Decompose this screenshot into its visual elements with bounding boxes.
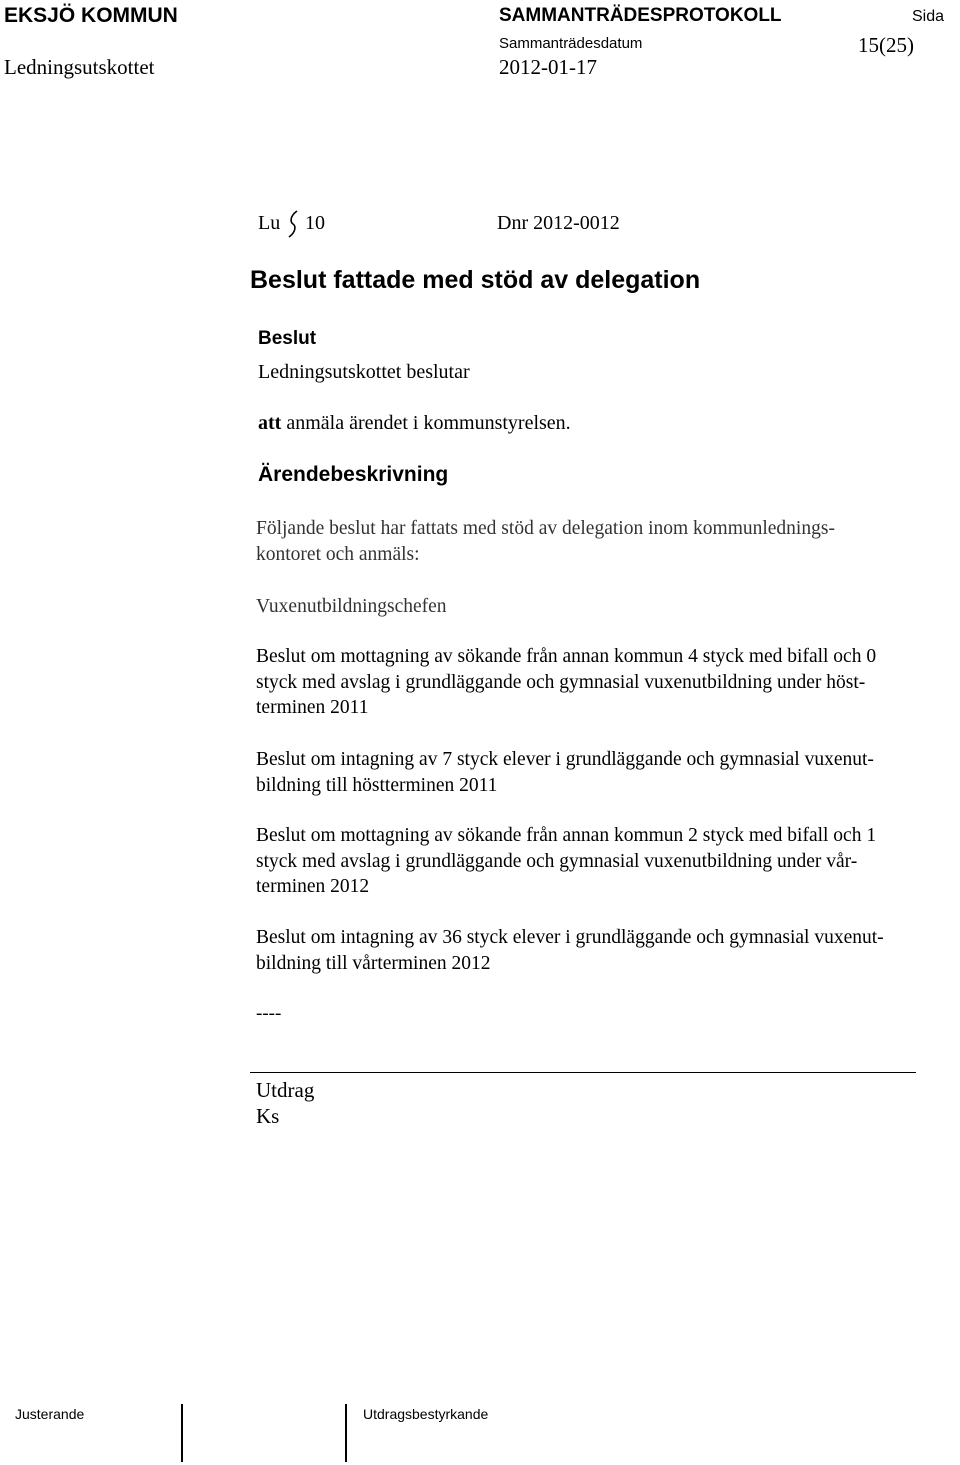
section-code: Lu: [258, 212, 281, 234]
decision-heading: Beslut: [258, 328, 317, 349]
footer-divider: [345, 1404, 347, 1462]
decision-item-line: Beslut om intagning av 36 styck elever i grundläggande och gymnasial vuxenut-: [256, 927, 884, 948]
decision-text: [258, 412, 571, 435]
decision-item-line: Beslut om mottagning av sökande från annan kommun 4 styck med bifall och 0: [256, 646, 877, 667]
decision-item: [256, 747, 956, 798]
meeting-date-label: Sammanträdesdatum: [499, 35, 643, 52]
decision-item-line: Beslut om mottagning av sökande från annan kommun 2 styck med bifall och 1: [256, 825, 877, 846]
page-number: 15(25): [858, 33, 914, 57]
footer-divider: [181, 1404, 183, 1462]
page-label: Sida: [912, 8, 945, 25]
decision-maker-role-text: Vuxenutbildningschefen: [256, 596, 447, 617]
section-number: 10: [305, 212, 325, 234]
meeting-date: 2012-01-17: [499, 55, 597, 79]
decision-item-line: terminen 2011: [256, 697, 369, 718]
description-intro: [256, 516, 956, 567]
document-type: SAMMANTRÄDESPROTOKOLL: [499, 5, 782, 26]
decision-maker-role: [256, 594, 956, 620]
description-intro-line: kontoret och anmäls:: [256, 543, 420, 565]
end-marker: ----: [256, 1003, 282, 1024]
extract-label: Utdrag: [256, 1078, 315, 1102]
decision-intro: Ledningsutskottet beslutar: [258, 361, 470, 383]
page-title: Beslut fattade med stöd av delegation: [250, 266, 701, 294]
decision-body: anmäla ärendet i kommunstyrelsen.: [281, 412, 571, 434]
decision-att: att: [258, 412, 282, 434]
extract-recipient: Ks: [256, 1104, 280, 1128]
footer-extract-certified-label: Utdragsbestyrkande: [363, 1406, 489, 1422]
footer-justerande-label: Justerande: [15, 1406, 85, 1422]
case-number: Dnr 2012-0012: [497, 212, 620, 234]
decision-item-line: Beslut om intagning av 7 styck elever i grundläggande och gymnasial vuxenut-: [256, 749, 874, 770]
decision-item: [256, 925, 956, 976]
decision-item-line: bildning till höstterminen 2011: [256, 774, 498, 796]
organization-name: EKSJÖ KOMMUN: [4, 4, 178, 27]
committee-name: Ledningsutskottet: [4, 55, 155, 79]
decision-item-line: terminen 2012: [256, 876, 370, 897]
decision-item-line: bildning till vårterminen 2012: [256, 952, 491, 974]
decision-item: [256, 644, 956, 721]
decision-item-line: styck med avslag i grundläggande och gymnasial vuxenutbildning under höst-: [256, 671, 866, 693]
description-heading: Ärendebeskrivning: [258, 463, 449, 486]
decision-item: [256, 823, 956, 900]
divider-line: [250, 1072, 916, 1073]
paragraph-mark-icon: [287, 210, 299, 238]
decision-item-line: styck med avslag i grundläggande och gymnasial vuxenutbildning under vår-: [256, 850, 858, 872]
description-intro-line: Följande beslut har fattats med stöd av delegation inom kommunlednings-: [256, 518, 835, 539]
